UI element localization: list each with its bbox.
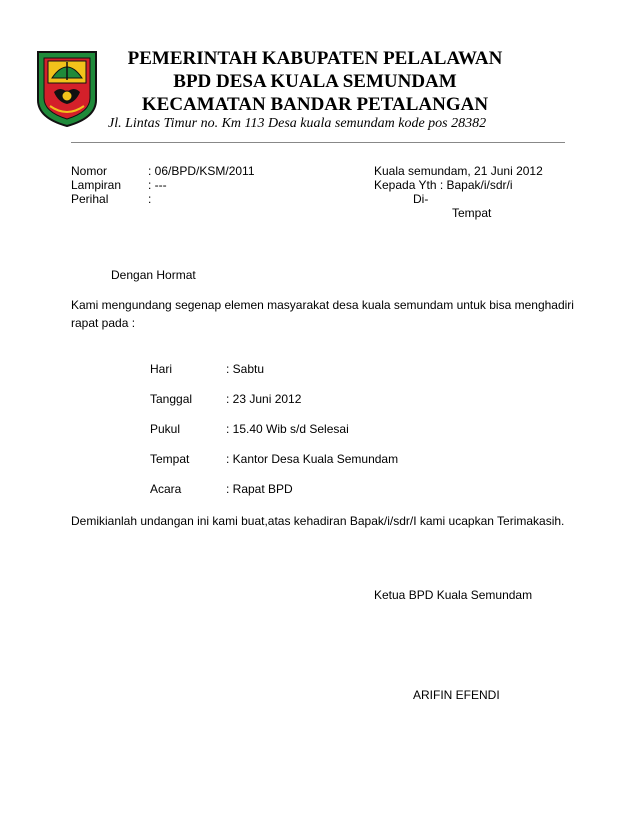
letterhead-divider — [71, 142, 565, 143]
detail-value-tanggal: : 23 Juni 2012 — [226, 392, 302, 406]
recipient-di: Di- — [413, 192, 429, 206]
detail-value-tempat: : Kantor Desa Kuala Semundam — [226, 452, 399, 466]
regency-emblem — [34, 48, 100, 128]
perihal-value: : — [148, 192, 152, 206]
detail-label-tempat: Tempat — [150, 452, 190, 466]
detail-value-acara: : Rapat BPD — [226, 482, 293, 496]
signature-name: ARIFIN EFENDI — [413, 688, 500, 702]
nomor-value: : 06/BPD/KSM/2011 — [148, 164, 255, 178]
detail-value-hari: : Sabtu — [226, 362, 265, 376]
intro-line-2: rapat pada : — [71, 316, 136, 330]
perihal-label: Perihal — [71, 192, 109, 206]
closing: Demikianlah undangan ini kami buat,atas kehadiran Bapak/i/sdr/I kami ucapkan Terimakasih. — [71, 514, 565, 528]
detail-value-pukul: : 15.40 Wib s/d Selesai — [226, 422, 349, 436]
detail-label-hari: Hari — [150, 362, 173, 376]
intro-line-1: Kami mengundang segenap elemen masyarakat desa kuala semundam untuk bisa menghadiri — [71, 298, 574, 312]
lampiran-label: Lampiran — [71, 178, 122, 192]
letterhead-line1: PEMERINTAH KABUPATEN PELALAWAN — [127, 48, 503, 69]
recipient-place: Tempat — [452, 206, 492, 220]
letterhead-address: Jl. Lintas Timur no. Km 113 Desa kuala semundam kode pos 28382 — [108, 116, 487, 131]
recipient: Kepada Yth : Bapak/i/sdr/i — [374, 178, 513, 192]
detail-label-pukul: Pukul — [150, 422, 181, 436]
place-date: Kuala semundam, 21 Juni 2012 — [374, 164, 543, 178]
signature-title: Ketua BPD Kuala Semundam — [374, 588, 533, 602]
letterhead-line3: KECAMATAN BANDAR PETALANGAN — [141, 94, 489, 115]
detail-label-tanggal: Tanggal — [150, 392, 193, 406]
detail-label-acara: Acara — [150, 482, 182, 496]
lampiran-value: : --- — [148, 178, 167, 192]
nomor-label: Nomor — [71, 164, 108, 178]
letterhead-line2: BPD DESA KUALA SEMUNDAM — [173, 71, 457, 92]
greeting: Dengan Hormat — [111, 268, 196, 282]
